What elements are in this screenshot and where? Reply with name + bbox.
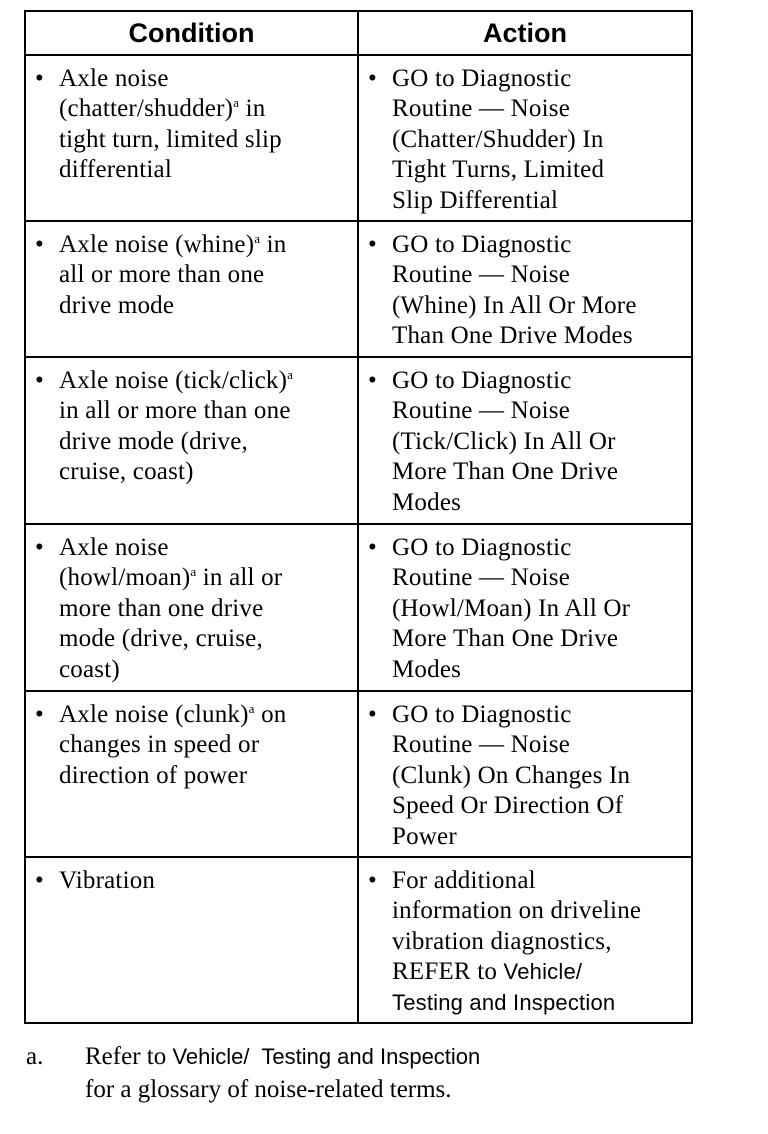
footnote-line-2: for a glossary of noise-related terms.	[85, 1076, 452, 1103]
line-text: (chatter/shudder)	[59, 95, 234, 123]
action-cell	[358, 857, 692, 1023]
action-line	[392, 291, 683, 321]
condition-line	[59, 624, 349, 654]
line-text: more than one drive	[59, 594, 264, 622]
table-body	[25, 55, 692, 1023]
line-text-after: in	[239, 95, 266, 123]
bullet-icon: •	[35, 367, 44, 395]
action-line	[392, 533, 683, 563]
line-text: (Chatter/Shudder) In	[392, 125, 604, 153]
line-text: Axle noise (whine)	[59, 231, 255, 259]
line-text: GO to Diagnostic	[392, 231, 572, 259]
condition-line	[59, 533, 349, 563]
condition-line	[59, 125, 349, 155]
line-text: (howl/moan)	[59, 564, 191, 592]
footnote-line-1	[85, 1040, 480, 1073]
action-line	[392, 427, 683, 457]
action-line	[392, 791, 683, 821]
line-text-after: on	[254, 701, 287, 729]
condition-line	[59, 457, 349, 487]
action-cell	[358, 691, 692, 857]
footnote-line-1-text: Refer to	[85, 1043, 173, 1070]
line-text: GO to Diagnostic	[392, 65, 572, 92]
action-cell	[358, 357, 692, 524]
action-line	[392, 594, 683, 624]
action-line	[392, 396, 683, 426]
action-line	[392, 457, 683, 487]
bullet-icon: •	[35, 701, 44, 729]
condition-line	[59, 64, 349, 94]
line-text: mode (drive, cruise,	[59, 625, 263, 653]
header-condition: Condition	[25, 11, 358, 55]
table-row	[25, 357, 692, 524]
condition-line	[59, 291, 349, 321]
action-line	[392, 64, 683, 94]
action-line	[392, 988, 683, 1018]
line-text-after: in all or	[196, 564, 283, 592]
line-text: coast)	[59, 655, 120, 683]
condition-line	[59, 260, 349, 290]
action-line	[392, 866, 683, 896]
condition-cell	[25, 857, 358, 1023]
bullet-icon: •	[368, 231, 377, 259]
footnote-superscript: a	[248, 701, 255, 717]
line-text: tight turn, limited slip	[59, 125, 282, 153]
condition-line	[59, 155, 349, 185]
action-line	[392, 260, 683, 290]
action-line	[392, 125, 683, 155]
line-text: in all or more than one	[59, 397, 291, 425]
action-line	[392, 624, 683, 654]
footnote-superscript: a	[287, 367, 294, 383]
line-text: drive mode	[59, 291, 175, 319]
condition-line	[59, 700, 349, 730]
table-header-row	[25, 11, 692, 55]
line-text: Routine — Noise	[392, 564, 570, 592]
action-line	[392, 94, 683, 124]
condition-cell	[25, 221, 358, 357]
condition-line	[59, 366, 349, 396]
reference-text: Vehicle/	[503, 959, 583, 985]
action-line	[392, 927, 683, 957]
condition-line	[59, 94, 349, 124]
line-text: (Howl/Moan) In All Or	[392, 594, 631, 622]
line-text: Routine — Noise	[392, 397, 570, 425]
condition-line	[59, 594, 349, 624]
line-text: More Than One Drive	[392, 625, 619, 653]
action-line	[392, 655, 683, 685]
line-text: information on driveline	[392, 897, 642, 925]
action-line	[392, 488, 683, 518]
line-text: Tight Turns, Limited	[392, 156, 605, 184]
bullet-icon: •	[35, 231, 44, 259]
line-text: (Whine) In All Or More	[392, 291, 637, 319]
action-line	[392, 230, 683, 260]
line-text: Vibration	[59, 867, 156, 895]
line-text: cruise, coast)	[59, 458, 194, 486]
bullet-icon: •	[368, 65, 377, 92]
line-text: (Clunk) On Changes In	[392, 761, 631, 789]
action-cell	[358, 55, 692, 221]
line-text: GO to Diagnostic	[392, 701, 572, 729]
line-text: Speed Or Direction Of	[392, 792, 624, 820]
line-text: differential	[59, 156, 172, 184]
table-row	[25, 857, 692, 1023]
bullet-icon: •	[368, 701, 377, 729]
action-line	[392, 155, 683, 185]
line-text: vibration diagnostics,	[392, 927, 612, 955]
line-text: Axle noise	[59, 534, 169, 562]
line-text: More Than One Drive	[392, 458, 619, 486]
condition-cell	[25, 55, 358, 221]
line-text: GO to Diagnostic	[392, 367, 572, 395]
action-cell	[358, 524, 692, 691]
line-text-after: in	[260, 231, 287, 259]
line-text: Routine — Noise	[392, 731, 570, 759]
condition-cell	[25, 524, 358, 691]
action-line	[392, 957, 683, 987]
footnote-superscript: a	[233, 95, 240, 111]
condition-line	[59, 730, 349, 760]
footnote-superscript: a	[254, 231, 261, 247]
condition-cell	[25, 357, 358, 524]
action-line	[392, 822, 683, 852]
reference-text: Testing and Inspection	[392, 989, 616, 1015]
footnote-superscript: a	[190, 564, 197, 580]
line-text: Power	[392, 822, 457, 850]
line-text: Axle noise	[59, 65, 169, 92]
line-text: Axle noise (tick/click)	[59, 367, 288, 395]
condition-cell	[25, 691, 358, 857]
line-text: changes in speed or	[59, 731, 260, 759]
table-row	[25, 55, 692, 221]
condition-line	[59, 866, 349, 896]
table-row	[25, 524, 692, 691]
line-text: (Tick/Click) In All Or	[392, 427, 616, 455]
line-text: drive mode (drive,	[59, 427, 248, 455]
line-text: Routine — Noise	[392, 261, 570, 289]
bullet-icon: •	[35, 65, 44, 92]
action-line	[392, 761, 683, 791]
line-text: all or more than one	[59, 261, 265, 289]
line-text: Than One Drive Modes	[392, 322, 633, 350]
footnote-reference: Vehicle/ Testing and Inspection	[172, 1044, 481, 1069]
bullet-icon: •	[35, 534, 44, 562]
footnote	[26, 1040, 480, 1106]
line-text: For additional	[392, 867, 536, 895]
condition-line	[59, 396, 349, 426]
condition-line	[59, 655, 349, 685]
table-row	[25, 221, 692, 357]
bullet-icon: •	[368, 367, 377, 395]
action-line	[392, 700, 683, 730]
table-row	[25, 691, 692, 857]
bullet-icon: •	[35, 867, 44, 895]
action-line	[392, 563, 683, 593]
bullet-icon: •	[368, 867, 377, 895]
line-text: Axle noise (clunk)	[59, 701, 249, 729]
action-line	[392, 896, 683, 926]
action-line	[392, 321, 683, 351]
condition-line	[59, 427, 349, 457]
line-text: Modes	[392, 488, 462, 516]
condition-line	[59, 761, 349, 791]
line-text: Routine — Noise	[392, 95, 570, 123]
line-text: REFER to	[392, 958, 504, 986]
action-cell	[358, 221, 692, 357]
line-text: Modes	[392, 655, 462, 683]
diagnostic-table	[24, 10, 693, 1024]
line-text: direction of power	[59, 761, 248, 789]
footnote-marker: a.	[26, 1043, 44, 1070]
header-action: Action	[358, 11, 692, 55]
action-line	[392, 186, 683, 216]
condition-line	[59, 563, 349, 593]
bullet-icon: •	[368, 534, 377, 562]
line-text: GO to Diagnostic	[392, 534, 572, 562]
condition-line	[59, 230, 349, 260]
action-line	[392, 730, 683, 760]
line-text: Slip Differential	[392, 186, 559, 214]
action-line	[392, 366, 683, 396]
